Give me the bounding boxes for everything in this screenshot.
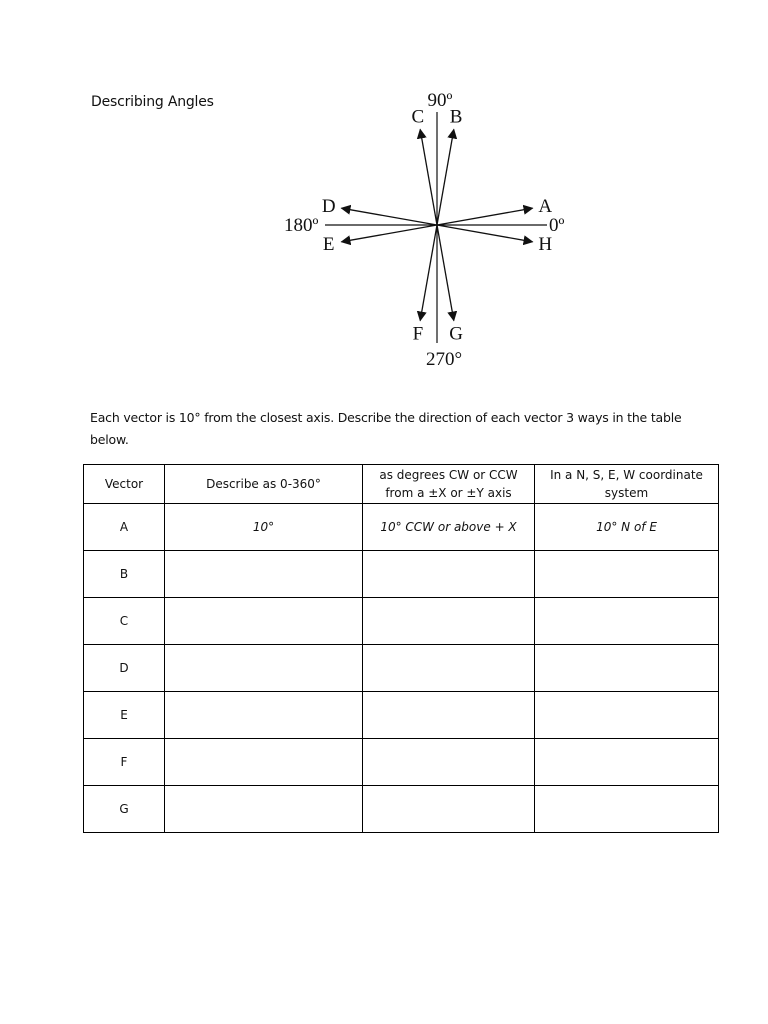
answer-cell[interactable]: [535, 645, 719, 692]
table-row: [84, 786, 719, 833]
axis-label-0: 0º: [549, 215, 565, 236]
axis-label-180: 180º: [284, 215, 319, 236]
table-header-row: [84, 465, 719, 504]
vector-arrow-b: [437, 130, 454, 226]
answer-cell[interactable]: [165, 786, 363, 833]
vector-arrow-f: [420, 225, 437, 321]
vector-label-cell: B: [84, 551, 165, 598]
answer-cell[interactable]: 10°: [165, 504, 363, 551]
table-row: [84, 739, 719, 786]
answer-cell[interactable]: [363, 692, 535, 739]
axis-label-90: 90º: [427, 90, 453, 111]
vector-label-d: D: [321, 195, 336, 217]
header-vector: Vector: [84, 465, 165, 504]
vector-label-b: B: [449, 106, 463, 128]
table-row: [84, 598, 719, 645]
answer-cell[interactable]: [165, 645, 363, 692]
answer-cell[interactable]: [363, 598, 535, 645]
axis-label-270: 270°: [425, 349, 463, 370]
answer-cell[interactable]: 10° N of E: [535, 504, 719, 551]
answer-cell[interactable]: [165, 739, 363, 786]
vector-diagram: [270, 80, 590, 380]
answer-cell[interactable]: [165, 692, 363, 739]
table-row: [84, 692, 719, 739]
vector-label-cell: A: [84, 504, 165, 551]
answer-cell[interactable]: [363, 786, 535, 833]
vector-label-a: A: [538, 195, 553, 217]
vector-arrow-d: [342, 208, 438, 225]
table-row: [84, 504, 719, 551]
vector-arrow-g: [437, 225, 454, 321]
answer-cell[interactable]: [363, 551, 535, 598]
vector-arrow-h: [437, 225, 533, 242]
answer-table: [83, 464, 719, 833]
vector-label-f: F: [412, 323, 424, 345]
vector-arrow-c: [420, 130, 437, 226]
answer-cell[interactable]: 10° CCW or above + X: [363, 504, 535, 551]
vector-arrow-e: [342, 225, 438, 242]
vector-label-cell: D: [84, 645, 165, 692]
vector-label-cell: E: [84, 692, 165, 739]
answer-cell[interactable]: [535, 692, 719, 739]
answer-cell[interactable]: [363, 739, 535, 786]
vector-label-cell: G: [84, 786, 165, 833]
instructions: Each vector is 10° from the closest axis. Describe the direction of each vector 3 ways in the table below.: [90, 410, 682, 447]
answer-cell[interactable]: [363, 645, 535, 692]
table-row: [84, 551, 719, 598]
vector-label-c: C: [411, 106, 425, 128]
table-row: [84, 645, 719, 692]
header-nsew: In a N, S, E, W coordinate system: [535, 465, 719, 504]
vector-label-cell: C: [84, 598, 165, 645]
vector-label-cell: F: [84, 739, 165, 786]
answer-cell[interactable]: [535, 551, 719, 598]
vector-arrow-a: [437, 208, 533, 225]
answer-cell[interactable]: [535, 739, 719, 786]
page-title: Describing Angles: [91, 94, 214, 110]
header-cw-ccw: as degrees CW or CCW from a ±X or ±Y axis: [363, 465, 535, 504]
vector-label-h: H: [538, 234, 553, 256]
answer-cell[interactable]: [165, 598, 363, 645]
vector-label-g: G: [449, 323, 463, 345]
answer-cell[interactable]: [535, 598, 719, 645]
answer-cell[interactable]: [165, 551, 363, 598]
vector-label-e: E: [322, 234, 335, 256]
answer-cell[interactable]: [535, 786, 719, 833]
header-0-360: Describe as 0-360°: [165, 465, 363, 504]
